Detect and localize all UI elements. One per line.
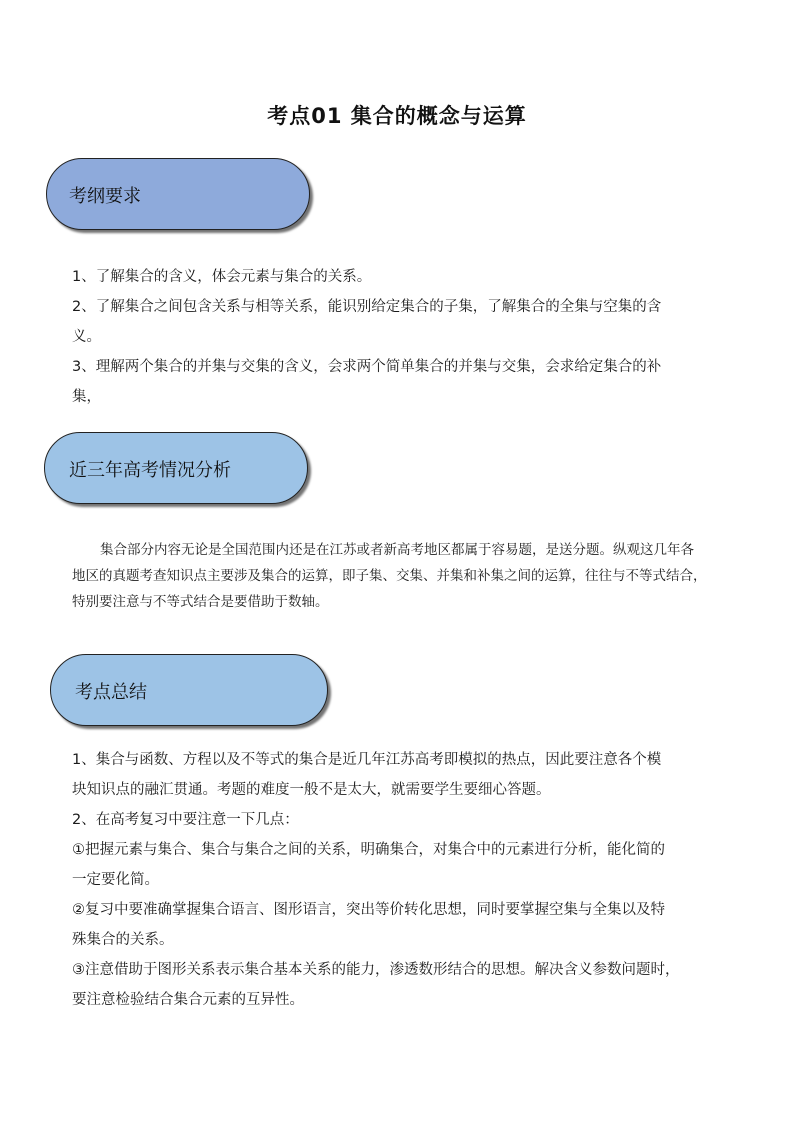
summary-line: 2、在高考复习中要注意一下几点：: [72, 812, 299, 828]
summary-line: 1、集合与函数、方程以及不等式的集合是近几年江苏高考即模拟的热点，因此要注意各个模: [72, 752, 662, 768]
analysis-line: 集合部分内容无论是全国范围内还是在江苏或者新高考地区都属于容易题，是送分题。纵观这几年各: [100, 542, 694, 558]
summary-line: ②复习中要准确掌握集合语言、图形语言，突出等价转化思想，同时要掌握空集与全集以及特: [72, 902, 665, 918]
analysis-line: 特别要注意与不等式结合是要借助于数轴。: [72, 594, 329, 610]
summary-line: 块知识点的融汇贯通。考题的难度一般不是太大，就需要学生要细心答题。: [72, 782, 551, 798]
section-heading-exam-analysis: 近三年高考情况分析: [69, 460, 231, 481]
page-title: 考点01 集合的概念与运算: [267, 104, 527, 128]
requirement-line: 集，: [72, 389, 101, 405]
summary-line: 殊集合的关系。: [72, 932, 174, 948]
requirement-line: 3、理解两个集合的并集与交集的含义，会求两个简单集合的并集与交集，会求给定集合的补: [72, 359, 662, 375]
section-banner-exam-analysis: [44, 432, 308, 504]
summary-line: ①把握元素与集合、集合与集合之间的关系，明确集合，对集合中的元素进行分析，能化简的: [72, 842, 665, 858]
summary-line: 要注意检验结合集合元素的互异性。: [72, 992, 304, 1008]
requirement-line: 2、了解集合之间包含关系与相等关系，能识别给定集合的子集，了解集合的全集与空集的含: [72, 299, 662, 315]
syllabus-requirements: [72, 262, 724, 412]
summary-line: ③注意借助于图形关系表示集合基本关系的能力，渗透数形结合的思想。解决含义参数问题时，: [72, 962, 680, 978]
section-banner-summary: [50, 654, 328, 726]
requirement-line: 1、了解集合的含义，体会元素与集合的关系。: [72, 269, 372, 285]
exam-analysis-paragraph: [72, 537, 732, 615]
analysis-line: 地区的真题考查知识点主要涉及集合的运算，即子集、交集、并集和补集之间的运算，往往与不等式结合，: [72, 568, 707, 584]
requirement-line: 义。: [72, 329, 101, 345]
section-heading-summary: 考点总结: [75, 682, 147, 703]
section-heading-syllabus: 考纲要求: [69, 186, 141, 207]
summary-paragraphs: [72, 745, 724, 1015]
section-banner-syllabus: [46, 158, 310, 230]
summary-line: 一定要化简。: [72, 872, 159, 888]
